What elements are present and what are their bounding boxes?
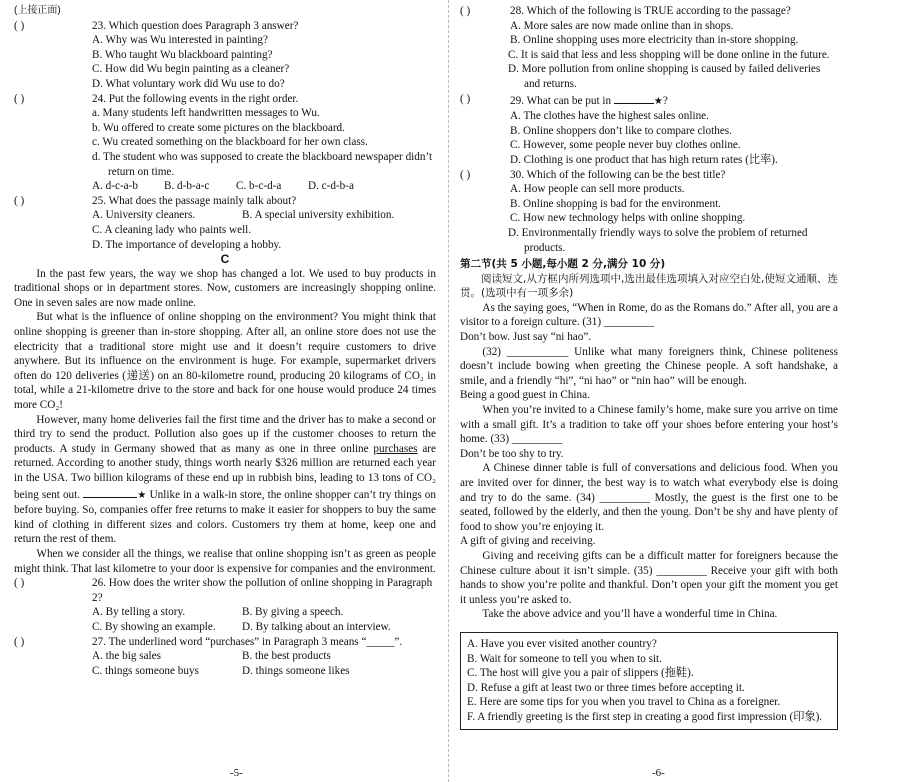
question-stem: 23. Which question does Paragraph 3 answer?	[92, 19, 299, 32]
paragraph: A Chinese dinner table is full of conversations and delicious food. When you are invited over for dinner, the best way is to watch what everybody else is doing and try to do the same. (34) _________ Mostly, the guest is the first one to be seated, followed by the elderly, and then the young. Don’t be shy and have plenty of food to show you’re enjoying it.	[460, 462, 838, 533]
event-item: a. Many students left handwritten messages to Wu.	[92, 107, 320, 120]
option: D. What voluntary work did Wu use to do?	[92, 77, 285, 90]
passage-c	[14, 267, 436, 576]
question-30	[460, 168, 838, 256]
answer-blank[interactable]: ( )	[460, 92, 471, 105]
event-item: d. The student who was supposed to create the blackboard newspaper didn’t return on time.	[92, 150, 433, 178]
event-item: c. Wu created something on the blackboard for her own class.	[92, 136, 368, 149]
question-27	[14, 635, 436, 679]
page-number-right: -6-	[652, 767, 665, 779]
answer-blank[interactable]: ( )	[14, 577, 25, 590]
question-24	[14, 92, 436, 194]
option: C. However, some people never buy clothes online.	[510, 139, 741, 152]
option: B. d-b-a-c	[164, 180, 210, 193]
option: D. things someone likes	[242, 664, 350, 677]
box-option: F. A friendly greeting is the first step in creating a good first impression (印象).	[467, 710, 823, 723]
question-29: ( ) 29. What can be put in ★? A. The clothes have the highest sales online. B. Online shoppers don’t like to compare clothes. C. However, some people never buy clothes online. D. Clothing is one product that has high return rates (比率).	[460, 92, 838, 168]
option: A. Why was Wu interested in painting?	[92, 34, 268, 47]
option: A. How people can sell more products.	[510, 183, 685, 196]
option: B. Online shopping uses more electricity than in-store shopping.	[510, 34, 799, 47]
option: C. How did Wu begin painting as a cleaner?	[92, 63, 290, 76]
question-stem: 28. Which of the following is TRUE according to the passage?	[510, 5, 791, 17]
page-divider	[448, 0, 449, 782]
subheading: A gift of giving and receiving.	[460, 535, 596, 548]
option: C. b-c-d-a	[236, 180, 282, 193]
question-28	[460, 4, 838, 92]
option: D. The importance of developing a hobby.	[92, 238, 282, 251]
paragraph: (32) ___________ Unlike what many foreigners think, Chinese politeness doesn’t include bowing when greeting the Chinese people. A soft handshake, a smile, and a friendly “hi”, “ni hao” or “nin hao” will be enough.	[460, 345, 838, 387]
option: A. the big sales	[92, 650, 161, 663]
paragraph: Giving and receiving gifts can be a difficult matter for foreigners because the Chinese culture about it isn’t simple. (35) _________ Receive your gift with both hands to show you’re polite and thankful. Don’t open your gift the moment you get it unless you’re asked to.	[460, 549, 838, 606]
continued-note: (上接正面)	[14, 5, 61, 16]
option: B. Online shoppers don’t like to compare clothes.	[510, 124, 732, 137]
option: C. things someone buys	[92, 664, 199, 677]
options-box	[460, 632, 838, 730]
answer-blank[interactable]: ( )	[14, 19, 25, 32]
paragraph: In the past few years, the way we shop has changed a lot. We used to buy products in traditional shops or in department stores. Now, customers are increasingly shopping online. One in seven sales are now made online.	[14, 267, 436, 309]
passage-2	[460, 301, 838, 622]
paragraph: When you’re invited to a Chinese family’s home, make sure you arrive on time with a small gift. It’s a tradition to take off your shoes before entering your host’s home. (33) _________	[460, 404, 838, 446]
subheading: Don’t bow. Just say “ni hao”.	[460, 331, 592, 344]
box-option: A. Have you ever visited another country?	[467, 637, 657, 650]
box-option: E. Here are some tips for you when you travel to China as a foreigner.	[467, 696, 781, 709]
star-icon: ★	[137, 489, 147, 501]
question-25	[14, 194, 436, 252]
question-23	[14, 19, 436, 92]
question-stem: 30. Which of the following can be the best title?	[510, 168, 726, 181]
section-2-instructions: 阅读短文,从方框内所列选项中,选出最佳选项填入对应空白处,使短文通顺、连贯。(选项中有一项多余)	[460, 272, 838, 300]
option: C. How new technology helps with online shopping.	[510, 212, 746, 225]
question-stem: 25. What does the passage mainly talk about?	[92, 194, 297, 207]
option: B. Who taught Wu blackboard painting?	[92, 48, 273, 61]
question-stem: 26. How does the writer show the pollution of online shopping in Paragraph 2?	[92, 577, 433, 604]
underlined-word: purchases	[373, 442, 418, 455]
paragraph: But what is the influence of online shopping on the environment? You might think that online shopping is greener than in-store shopping. After all, an online store does not use the electricity that a traditional store might use and it doesn’t require customers to drive anywhere. But its influence on the environment is huge. For example, supermarket drivers often do 120 deliveries (递送) on an 80-kilometre round, producing 20 kilograms of CO₂ in total, while a 21-kilometre drive to the store and back for one house would produce 24 times more CO₂!	[14, 311, 436, 412]
answer-blank[interactable]: ( )	[14, 92, 25, 105]
option: D. More pollution from online shopping is caused by failed deliveries and returns.	[508, 63, 821, 90]
option: D. By talking about an interview.	[242, 620, 391, 633]
option: B. By giving a speech.	[242, 606, 344, 619]
option: D. Environmentally friendly ways to solve the problem of returned products.	[508, 226, 808, 254]
option: A. The clothes have the highest sales online.	[510, 110, 709, 123]
option: B. the best products	[242, 650, 331, 663]
answer-blank[interactable]: ( )	[460, 168, 471, 181]
event-item: b. Wu offered to create some pictures on the blackboard.	[92, 121, 345, 134]
option: A. University cleaners.	[92, 209, 196, 222]
paragraph: Take the above advice and you’ll have a wonderful time in China.	[482, 608, 778, 621]
section-c-title: C	[220, 252, 230, 267]
option: B. Online shopping is bad for the environment.	[510, 197, 721, 210]
answer-blank[interactable]: ( )	[460, 5, 471, 17]
answer-blank[interactable]: ( )	[14, 635, 25, 648]
option: C. A cleaning lady who paints well.	[92, 223, 252, 236]
section-2-title: 第二节(共 5 小题,每小题 2 分,满分 10 分)	[460, 258, 666, 271]
box-option: C. The host will give you a pair of slippers (拖鞋).	[467, 667, 694, 680]
option: D. c-d-b-a	[308, 180, 354, 193]
option: A. More sales are now made online than in shops.	[510, 19, 734, 32]
option: A. By telling a story.	[92, 606, 186, 619]
paragraph: As the saying goes, “When in Rome, do as the Romans do.” After all, you are a visitor to a foreign culture. (31) _________	[460, 301, 838, 329]
paragraph: However, many home deliveries fail the first time and the driver has to make a second or third try to send the product. Pollution also goes up if the customer chooses to return the products. A study in Germany showed that as many as one in three online purchases are returned. According to another study, things worth nearly $326 million are returned each year in the USA. Two billion kilograms of these end up in rubbish bins, leading to 13 tons of CO₂ being sent out. ★ Unlike in a walk-in store, the online shopper can’t try things on before buying. So, companies offer free returns to make it easier for shoppers to buy the same kind of clothing in different sizes and colors. Customers try them at home, keep one and return the rest of them.	[14, 413, 436, 546]
option: C. By showing an example.	[92, 620, 216, 633]
left-page	[14, 4, 436, 678]
answer-blank[interactable]: ( )	[14, 194, 25, 207]
option: B. A special university exhibition.	[242, 209, 395, 222]
paragraph: When we consider all the things, we realise that online shopping isn’t as green as people might think. That last kilometre to your door is expensive for companies and the environment.	[14, 547, 436, 575]
right-page	[460, 4, 838, 730]
option: D. Clothing is one product that has high return rates (比率).	[510, 153, 778, 166]
question-stem: 27. The underlined word “purchases” in Paragraph 3 means “_____”.	[92, 635, 403, 648]
subheading: Don’t be too shy to try.	[460, 447, 564, 460]
box-option: B. Wait for someone to tell you when to sit.	[467, 652, 662, 665]
question-26	[14, 576, 436, 634]
page-number-left: -5-	[230, 767, 243, 779]
option: A. d-c-a-b	[92, 180, 138, 193]
box-option: D. Refuse a gift at least two or three times before accepting it.	[467, 681, 745, 694]
star-blank	[83, 486, 137, 498]
subheading: Being a good guest in China.	[460, 389, 590, 402]
option: C. It is said that less and less shopping will be done online in the future.	[508, 48, 830, 61]
star-icon: ★	[653, 95, 663, 107]
star-blank	[614, 92, 654, 104]
question-stem: 24. Put the following events in the right order.	[92, 92, 299, 105]
